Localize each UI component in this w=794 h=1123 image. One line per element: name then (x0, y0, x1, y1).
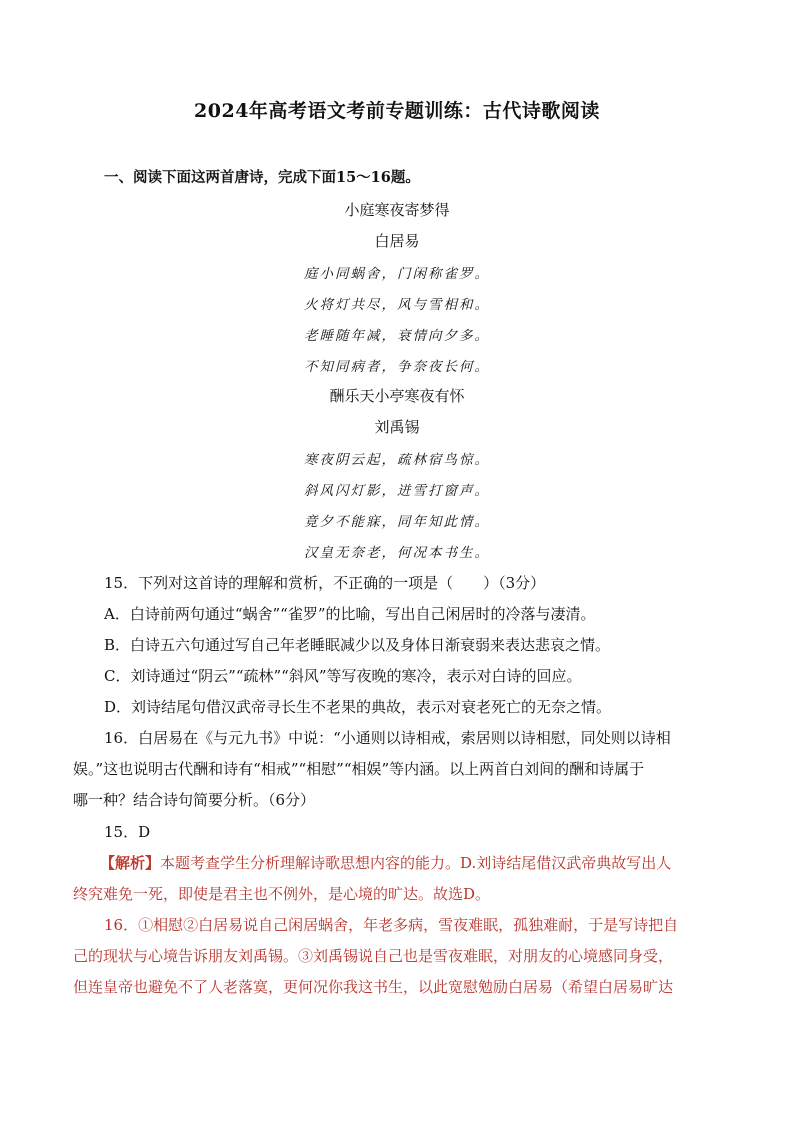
poem-author: 白居易 (374, 232, 420, 250)
question-15-stem: 15．下列对这首诗的理解和赏析，不正确的一项是（ ）（3分） (104, 574, 546, 592)
poem-title: 酬乐天小亭寒夜有怀 (329, 387, 465, 405)
question-16-line: 娱。”这也说明古代酬和诗有“相戒”“相慰”“相娱”等内涵。以上两首白刘间的酬和诗属于 (73, 760, 645, 778)
poem-verse: 寒夜阴云起，疏林宿鸟惊。 (304, 452, 490, 468)
question-15-option: A．白诗前两句通过“蜗舍”“雀罗”的比喻，写出自己闲居时的冷落与凄清。 (104, 605, 596, 623)
answer-16-line: 但连皇帝也避免不了人老落寞，更何况你我这书生，以此宽慰勉励白居易（希望白居易旷达 (73, 978, 674, 996)
question-16-line: 哪一种？结合诗句简要分析。（6分） (73, 791, 316, 809)
question-15-option: D．刘诗结尾句借汉武帝寻长生不老果的典故，表示对衰老死亡的无奈之情。 (104, 698, 612, 716)
poem-verse: 汉皇无奈老，何况本书生。 (304, 545, 490, 561)
poem-title: 小庭寒夜寄梦得 (344, 201, 450, 219)
answer-15: 15．D (104, 823, 151, 841)
analysis-text: 本题考查学生分析理解诗歌思想内容的能力。D.刘诗结尾借汉武帝典故写出人 (160, 854, 672, 872)
poem-verse: 庭小同蜗舍，门闲称雀罗。 (304, 266, 490, 282)
page-title: 2024年高考语文考前专题训练：古代诗歌阅读 (194, 100, 600, 122)
poem-author: 刘禹锡 (374, 418, 420, 436)
section-heading: 一、阅读下面这两首唐诗，完成下面15～16题。 (104, 169, 420, 186)
poem-verse: 斜风闪灯影，迸雪打窗声。 (304, 483, 490, 499)
analysis-line: 终究难免一死，即使是君主也不例外，是心境的旷达。故选D。 (73, 885, 491, 903)
answer-16-line: 己的现状与心境告诉朋友刘禹锡。③刘禹锡说自己也是雪夜难眠，对朋友的心境感同身受， (73, 947, 674, 965)
analysis-tag: 【解析】 (100, 854, 161, 872)
poem-verse: 竟夕不能寐，同年知此情。 (304, 514, 490, 530)
question-15-option: C．刘诗通过“阴云”“疏林”“斜风”等写夜晚的寒冷，表示对白诗的回应。 (104, 667, 582, 685)
poem-verse: 不知同病者，争奈夜长何。 (304, 359, 490, 375)
answer-16-line: 16．①相慰②白居易说自己闲居蜗舍，年老多病，雪夜难眠，孤独难耐，于是写诗把自 (104, 916, 679, 934)
poem-verse: 火将灯共尽，风与雪相和。 (304, 297, 490, 313)
question-16-line: 16．白居易在《与元九书》中说：“小通则以诗相戒，索居则以诗相慰，同处则以诗相 (104, 729, 671, 747)
poem-verse: 老睡随年减，衰情向夕多。 (304, 328, 490, 344)
analysis-line (100, 852, 720, 873)
question-15-option: B．白诗五六句通过写自己年老睡眠减少以及身体日渐衰弱来表达悲哀之情。 (104, 636, 611, 654)
